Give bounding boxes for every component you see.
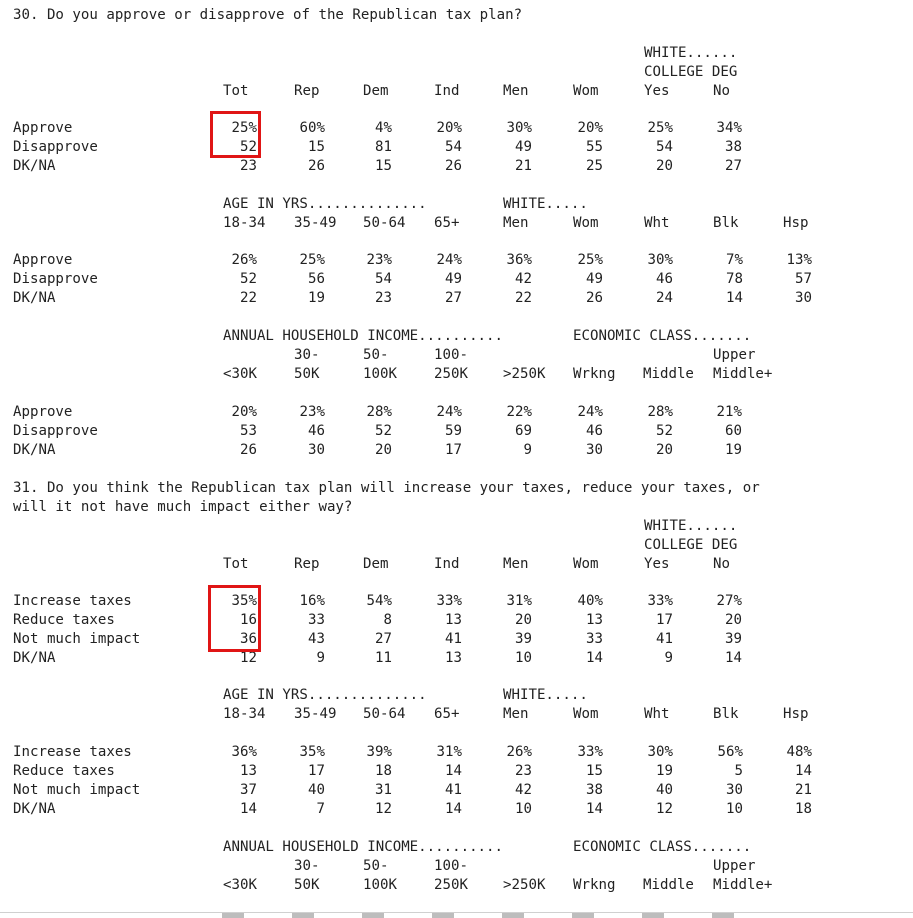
table-cell: 30 xyxy=(726,782,743,798)
table-cell: 69 xyxy=(515,423,532,439)
row-label: Increase taxes xyxy=(13,593,132,609)
table-cell: 33% xyxy=(577,744,603,760)
table-cell: 49 xyxy=(445,271,462,287)
table-cell: 27 xyxy=(375,631,392,647)
table-cell: 14 xyxy=(586,801,603,817)
table-cell: 23% xyxy=(366,252,392,268)
column-header: Yes xyxy=(644,83,670,99)
row-label: DK/NA xyxy=(13,290,56,306)
table-cell: 26 xyxy=(445,158,462,174)
table-cell: 60 xyxy=(725,423,742,439)
table-cell: 39 xyxy=(725,631,742,647)
column-header: Upper xyxy=(713,858,756,874)
table-cell: 14 xyxy=(445,763,462,779)
column-header: >250K xyxy=(503,366,546,382)
table-cell-total: 26 xyxy=(240,442,257,458)
column-header: Men xyxy=(503,706,529,722)
table-cell: 31% xyxy=(436,744,462,760)
column-header: Wom xyxy=(573,83,599,99)
table-cell: 57 xyxy=(795,271,812,287)
table-cell-total: 23 xyxy=(240,158,257,174)
table-cell: 78 xyxy=(726,271,743,287)
table-cell: 13 xyxy=(445,612,462,628)
row-label: Reduce taxes xyxy=(13,763,115,779)
column-header: Tot xyxy=(223,556,249,572)
column-header: <30K xyxy=(223,877,257,893)
table-cell: 25 xyxy=(586,158,603,174)
table-cell: 54 xyxy=(445,139,462,155)
question-title: 30. Do you approve or disapprove of the Republican tax plan? xyxy=(13,7,523,23)
table-cell: 20 xyxy=(656,442,673,458)
row-label: Not much impact xyxy=(13,631,141,647)
table-cell: 25% xyxy=(299,252,325,268)
column-header: Dem xyxy=(363,83,389,99)
table-cell-total: 14 xyxy=(240,801,257,817)
table-cell: 43 xyxy=(308,631,325,647)
column-header: Middle+ xyxy=(713,366,773,382)
table-cell: 21% xyxy=(716,404,742,420)
table-cell: 17 xyxy=(308,763,325,779)
column-header: Men xyxy=(503,215,529,231)
column-group-label: WHITE...... xyxy=(644,518,738,534)
table-cell: 15 xyxy=(375,158,392,174)
table-cell: 41 xyxy=(656,631,673,647)
table-cell: 26 xyxy=(308,158,325,174)
table-cell: 38 xyxy=(586,782,603,798)
row-label: Approve xyxy=(13,120,73,136)
table-cell-total: 52 xyxy=(240,139,257,155)
highlight-box-q31-total xyxy=(208,585,261,652)
table-cell: 55 xyxy=(586,139,603,155)
column-header: Hsp xyxy=(783,215,809,231)
table-cell: 46 xyxy=(308,423,325,439)
table-cell: 38 xyxy=(725,139,742,155)
column-group-label: ECONOMIC CLASS....... xyxy=(573,839,752,855)
table-cell: 30% xyxy=(506,120,532,136)
column-header: Wrkng xyxy=(573,366,616,382)
table-cell: 14 xyxy=(726,290,743,306)
table-cell: 15 xyxy=(586,763,603,779)
table-cell: 21 xyxy=(795,782,812,798)
table-cell: 20 xyxy=(725,612,742,628)
table-cell-total: 37 xyxy=(240,782,257,798)
table-cell: 14 xyxy=(725,650,742,666)
table-cell: 54% xyxy=(366,593,392,609)
table-cell: 9 xyxy=(664,650,673,666)
table-cell: 12 xyxy=(375,801,392,817)
column-header: 50K xyxy=(294,366,320,382)
table-cell: 27 xyxy=(445,290,462,306)
table-cell: 59 xyxy=(445,423,462,439)
column-header: No xyxy=(713,556,730,572)
cut-off-next-row xyxy=(222,913,782,918)
table-cell: 39 xyxy=(515,631,532,647)
table-cell: 9 xyxy=(523,442,532,458)
column-group-label: WHITE..... xyxy=(503,196,588,212)
table-cell: 31 xyxy=(375,782,392,798)
column-header: 18-34 xyxy=(223,706,266,722)
column-header: 100K xyxy=(363,877,397,893)
highlight-box-q30-total xyxy=(210,111,261,158)
table-cell-total: 26% xyxy=(231,252,257,268)
table-cell-total: 25% xyxy=(231,120,257,136)
row-label: Approve xyxy=(13,404,73,420)
table-cell: 23 xyxy=(515,763,532,779)
column-header: 30- xyxy=(294,858,320,874)
column-header: Rep xyxy=(294,556,320,572)
row-label: DK/NA xyxy=(13,442,56,458)
column-header: Middle xyxy=(643,877,694,893)
row-label: Increase taxes xyxy=(13,744,132,760)
column-header: 100- xyxy=(434,858,468,874)
table-cell: 33 xyxy=(586,631,603,647)
table-cell-total: 22 xyxy=(240,290,257,306)
question-title: 31. Do you think the Republican tax plan will increase your taxes, reduce your taxes, or xyxy=(13,480,760,496)
table-cell: 52 xyxy=(656,423,673,439)
row-label: Reduce taxes xyxy=(13,612,115,628)
table-cell: 24% xyxy=(436,404,462,420)
column-header: Middle xyxy=(643,366,694,382)
table-cell: 33% xyxy=(647,593,673,609)
table-cell: 34% xyxy=(716,120,742,136)
table-cell: 23% xyxy=(299,404,325,420)
table-cell: 20 xyxy=(656,158,673,174)
table-cell: 36% xyxy=(506,252,532,268)
table-cell: 22 xyxy=(515,290,532,306)
table-cell: 23 xyxy=(375,290,392,306)
table-cell-total: 36 xyxy=(240,631,257,647)
row-label: DK/NA xyxy=(13,158,56,174)
table-cell: 41 xyxy=(445,631,462,647)
column-header: Blk xyxy=(713,706,739,722)
table-cell: 81 xyxy=(375,139,392,155)
table-cell: 17 xyxy=(445,442,462,458)
column-header: Men xyxy=(503,83,529,99)
column-header: 100- xyxy=(434,347,468,363)
row-label: Disapprove xyxy=(13,271,98,287)
table-cell: 18 xyxy=(795,801,812,817)
table-cell: 35% xyxy=(299,744,325,760)
table-cell: 8 xyxy=(383,612,392,628)
table-cell: 30% xyxy=(647,744,673,760)
table-cell: 22% xyxy=(506,404,532,420)
column-group-label: AGE IN YRS.............. xyxy=(223,687,427,703)
column-group-label: ECONOMIC CLASS....... xyxy=(573,328,752,344)
table-cell: 10 xyxy=(515,801,532,817)
table-cell-total: 13 xyxy=(240,763,257,779)
column-header: >250K xyxy=(503,877,546,893)
column-group-label: WHITE...... xyxy=(644,45,738,61)
table-cell: 33% xyxy=(436,593,462,609)
table-cell: 24 xyxy=(656,290,673,306)
column-header: Wom xyxy=(573,215,599,231)
table-cell: 27% xyxy=(716,593,742,609)
row-label: DK/NA xyxy=(13,650,56,666)
table-cell: 13% xyxy=(786,252,812,268)
column-header: Wom xyxy=(573,556,599,572)
table-cell-total: 36% xyxy=(231,744,257,760)
table-cell: 20% xyxy=(577,120,603,136)
column-header: Wht xyxy=(644,706,670,722)
row-label: Disapprove xyxy=(13,139,98,155)
table-cell: 5 xyxy=(734,763,743,779)
table-cell: 11 xyxy=(375,650,392,666)
table-cell: 46 xyxy=(586,423,603,439)
table-cell-total: 16 xyxy=(240,612,257,628)
table-cell: 18 xyxy=(375,763,392,779)
table-cell: 54 xyxy=(375,271,392,287)
table-cell: 30 xyxy=(795,290,812,306)
table-cell: 54 xyxy=(656,139,673,155)
table-cell: 40 xyxy=(308,782,325,798)
table-cell-total: 35% xyxy=(231,593,257,609)
table-cell: 7% xyxy=(726,252,743,268)
column-header: Wht xyxy=(644,215,670,231)
table-cell: 42 xyxy=(515,271,532,287)
column-header: 65+ xyxy=(434,215,460,231)
table-cell: 56 xyxy=(308,271,325,287)
table-cell: 4% xyxy=(375,120,392,136)
table-cell: 14 xyxy=(586,650,603,666)
table-cell: 17 xyxy=(656,612,673,628)
table-cell-total: 12 xyxy=(240,650,257,666)
table-cell: 40% xyxy=(577,593,603,609)
table-cell: 19 xyxy=(308,290,325,306)
table-cell: 52 xyxy=(375,423,392,439)
table-cell: 25% xyxy=(577,252,603,268)
column-header: Wom xyxy=(573,706,599,722)
table-cell: 25% xyxy=(647,120,673,136)
column-header: Tot xyxy=(223,83,249,99)
column-header: No xyxy=(713,83,730,99)
table-cell: 7 xyxy=(316,801,325,817)
table-cell: 40 xyxy=(656,782,673,798)
column-group-label: COLLEGE DEG xyxy=(644,64,738,80)
column-header: Ind xyxy=(434,83,460,99)
column-group-label: AGE IN YRS.............. xyxy=(223,196,427,212)
column-header: Men xyxy=(503,556,529,572)
column-header: Yes xyxy=(644,556,670,572)
column-header: 50-64 xyxy=(363,215,406,231)
table-cell-total: 53 xyxy=(240,423,257,439)
table-cell: 28% xyxy=(366,404,392,420)
column-header: 35-49 xyxy=(294,215,337,231)
table-cell: 26 xyxy=(586,290,603,306)
column-header: Hsp xyxy=(783,706,809,722)
table-cell: 19 xyxy=(656,763,673,779)
table-cell: 30 xyxy=(308,442,325,458)
column-header: 65+ xyxy=(434,706,460,722)
table-cell: 13 xyxy=(586,612,603,628)
column-header: Upper xyxy=(713,347,756,363)
column-group-label: ANNUAL HOUSEHOLD INCOME.......... xyxy=(223,839,504,855)
column-group-label: ANNUAL HOUSEHOLD INCOME.......... xyxy=(223,328,504,344)
table-cell: 49 xyxy=(586,271,603,287)
table-cell-total: 52 xyxy=(240,271,257,287)
column-header: Blk xyxy=(713,215,739,231)
table-cell: 10 xyxy=(515,650,532,666)
table-cell: 15 xyxy=(308,139,325,155)
table-cell: 24% xyxy=(577,404,603,420)
question-title-continued: will it not have much impact either way? xyxy=(13,499,353,515)
column-header: 250K xyxy=(434,366,468,382)
table-cell: 30% xyxy=(647,252,673,268)
table-cell: 13 xyxy=(445,650,462,666)
column-header: 50K xyxy=(294,877,320,893)
column-header: Dem xyxy=(363,556,389,572)
table-cell: 31% xyxy=(506,593,532,609)
column-header: <30K xyxy=(223,366,257,382)
table-cell: 10 xyxy=(726,801,743,817)
table-cell: 16% xyxy=(299,593,325,609)
column-header: 35-49 xyxy=(294,706,337,722)
table-cell: 20 xyxy=(375,442,392,458)
table-cell: 46 xyxy=(656,271,673,287)
table-cell: 19 xyxy=(725,442,742,458)
column-header: 50-64 xyxy=(363,706,406,722)
column-header: Middle+ xyxy=(713,877,773,893)
table-cell: 33 xyxy=(308,612,325,628)
column-header: 50- xyxy=(363,858,389,874)
row-label: Approve xyxy=(13,252,73,268)
table-cell: 56% xyxy=(717,744,743,760)
column-header: Rep xyxy=(294,83,320,99)
table-cell: 14 xyxy=(445,801,462,817)
column-header: 250K xyxy=(434,877,468,893)
table-cell: 27 xyxy=(725,158,742,174)
column-header: 50- xyxy=(363,347,389,363)
table-cell: 41 xyxy=(445,782,462,798)
column-header: Wrkng xyxy=(573,877,616,893)
column-header: 18-34 xyxy=(223,215,266,231)
column-header: 100K xyxy=(363,366,397,382)
table-cell: 60% xyxy=(299,120,325,136)
row-label: Disapprove xyxy=(13,423,98,439)
table-cell: 49 xyxy=(515,139,532,155)
column-header: 30- xyxy=(294,347,320,363)
table-cell: 48% xyxy=(786,744,812,760)
column-group-label: WHITE..... xyxy=(503,687,588,703)
table-cell: 39% xyxy=(366,744,392,760)
column-group-label: COLLEGE DEG xyxy=(644,537,738,553)
table-cell: 14 xyxy=(795,763,812,779)
table-cell: 21 xyxy=(515,158,532,174)
table-cell-total: 20% xyxy=(231,404,257,420)
table-cell: 20 xyxy=(515,612,532,628)
table-cell: 24% xyxy=(436,252,462,268)
table-cell: 42 xyxy=(515,782,532,798)
table-cell: 20% xyxy=(436,120,462,136)
column-header: Ind xyxy=(434,556,460,572)
table-cell: 26% xyxy=(506,744,532,760)
table-cell: 9 xyxy=(316,650,325,666)
table-cell: 28% xyxy=(647,404,673,420)
row-label: DK/NA xyxy=(13,801,56,817)
table-cell: 12 xyxy=(656,801,673,817)
row-label: Not much impact xyxy=(13,782,141,798)
table-cell: 30 xyxy=(586,442,603,458)
